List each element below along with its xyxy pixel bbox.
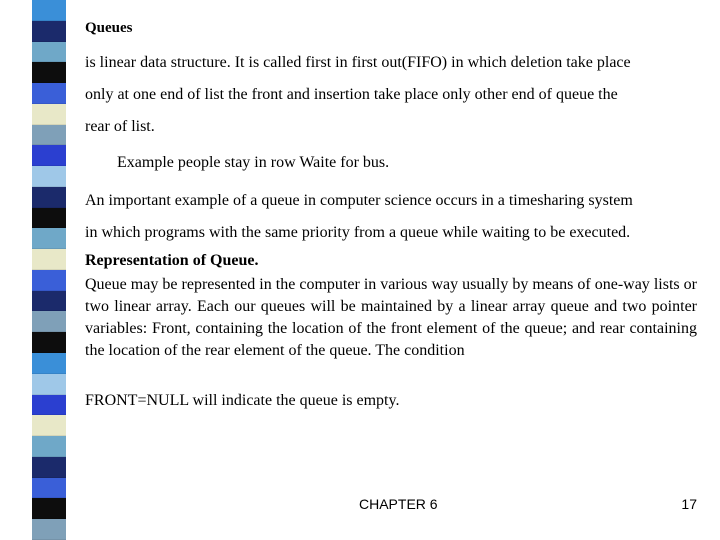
- stripe-cell: [32, 228, 66, 249]
- stripe-cell: [32, 249, 66, 270]
- stripe-cell: [32, 519, 66, 540]
- slide-content: [85, 0, 699, 540]
- empty-condition: FRONT=NULL will indicate the queue is empty.: [85, 392, 400, 409]
- stripe-cell: [32, 332, 66, 353]
- representation-heading: Representation of Queue.: [85, 252, 259, 269]
- stripe-cell: [32, 291, 66, 312]
- stripe-cell: [32, 436, 66, 457]
- footer-chapter: CHAPTER 6: [359, 496, 438, 512]
- stripe-cell: [32, 395, 66, 416]
- stripe-cell: [32, 374, 66, 395]
- stripe-cell: [32, 166, 66, 187]
- stripe-cell: [32, 0, 66, 21]
- stripe-cell: [32, 208, 66, 229]
- decorative-stripe: [32, 0, 66, 540]
- cs-example-line-2: in which programs with the same priority from a queue while waiting to be executed.: [85, 224, 631, 241]
- stripe-cell: [32, 83, 66, 104]
- representation-paragraph: Queue may be represented in the computer in various way usually by means of one-way lists or two linear array. Each our queues will be maintained by a linear array queue and two pointer variables: Front, containing the location of the front element of the queue; and rear containing the location of the rear element of the queue. The condition: [85, 276, 697, 359]
- footer-page-number: 17: [681, 496, 697, 512]
- definition-line-1: is linear data structure. It is called first in first out(FIFO) in which deletion take place: [85, 54, 631, 71]
- cs-example-line-1: An important example of a queue in computer science occurs in a timesharing system: [85, 192, 633, 209]
- stripe-cell: [32, 311, 66, 332]
- example-line: Example people stay in row Waite for bus.: [117, 154, 390, 171]
- stripe-cell: [32, 270, 66, 291]
- stripe-cell: [32, 353, 66, 374]
- stripe-cell: [32, 478, 66, 499]
- stripe-cell: [32, 125, 66, 146]
- stripe-cell: [32, 104, 66, 125]
- stripe-cell: [32, 415, 66, 436]
- stripe-cell: [32, 42, 66, 63]
- stripe-cell: [32, 498, 66, 519]
- definition-line-2: only at one end of list the front and insertion take place only other end of queue the: [85, 86, 618, 103]
- stripe-cell: [32, 21, 66, 42]
- stripe-cell: [32, 187, 66, 208]
- slide-title: Queues: [85, 20, 133, 36]
- stripe-cell: [32, 457, 66, 478]
- stripe-cell: [32, 62, 66, 83]
- definition-line-3: rear of list.: [85, 118, 155, 135]
- stripe-cell: [32, 145, 66, 166]
